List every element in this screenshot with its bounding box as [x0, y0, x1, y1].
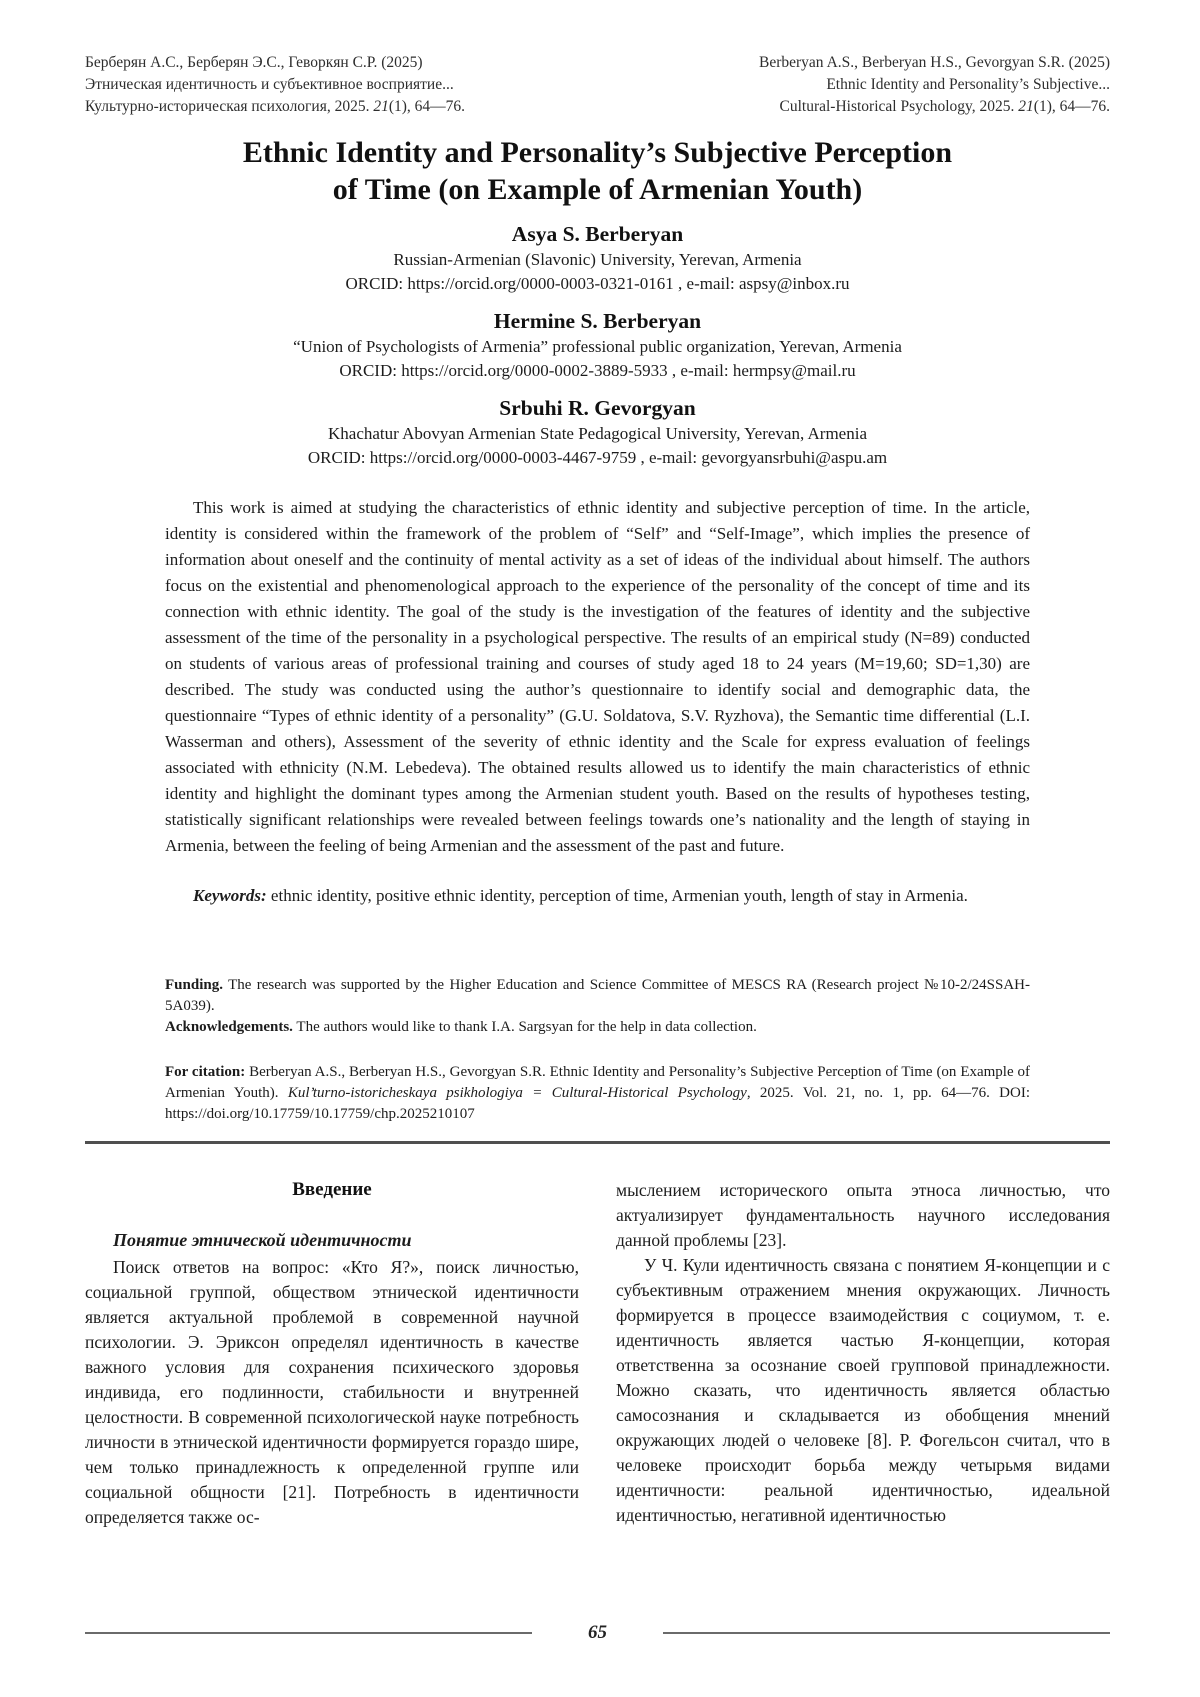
keywords-text: ethnic identity, positive ethnic identity, perception of time, Armenian youth, length of stay in Armenia.: [266, 886, 968, 905]
author-name: Asya S. Berberyan: [511, 222, 684, 246]
for-citation-text2: , 2025. Vol. 21, no. 1, pp. 64—76. DOI: https://doi.org/10.17759/10.17759/chp.2025210107: [165, 1085, 1030, 1122]
footer-rule-right: [663, 1632, 1110, 1634]
funding-label: Funding.: [165, 977, 223, 993]
acknowledgements: [165, 1017, 1030, 1038]
funding-block: [165, 975, 1030, 1038]
intro-right-paragraph-1: мыслением исторического опыта этноса личностью, что актуализирует фундаментальность научного исследования данной проблемы [23].: [616, 1180, 1110, 1250]
issue-pages-ru: (1), 64—76.: [388, 98, 466, 115]
running-head-right: [759, 52, 1110, 118]
running-head-left-line1: Берберян А.С., Берберян Э.С., Геворкян С.Р. (2025): [85, 54, 423, 71]
author-name: Srbuhi R. Gevorgyan: [499, 396, 696, 420]
author-block-1: [85, 221, 1110, 295]
intro-heading: Введение: [292, 1179, 372, 1200]
acknowledgements-text: The authors would like to thank I.A. Sargsyan for the help in data collection.: [292, 1019, 757, 1035]
page-number: 65: [588, 1622, 607, 1643]
author-name: Hermine S. Berberyan: [493, 309, 702, 333]
article-title: [85, 134, 1110, 208]
abstract-text: This work is aimed at studying the characteristics of ethnic identity and subjective perception of time. In the article, identity is considered within the framework of the problem of “Self” and “Self-Image”, which implies the presence of information about oneself and the continuity of mental activity as a set of ideas of the individual about himself. The authors focus on the existential and phenomenological approach to the experience of the personality of the concept of time and its connection with ethnic identity. The goal of the study is the investigation of the features of identity and the subjective assessment of the time of the personality in a psychological perspective. The results of an empirical study (N=89) conducted on students of various areas of professional training and courses of study aged 18 to 24 years (M=19,60; SD=1,30) are described. The study was conducted using the author’s questionnaire to identify social and demographic data, the questionnaire “Types of ethnic identity of a personality” (G.U. Soldatova, S.V. Ryzhova), the Semantic time differential (L.I. Wasserman and others), Assessment of the severity of ethnic identity and the Scale for express evaluation of feelings associated with ethnicity (N.M. Lebedeva). The obtained results allowed us to identify the main characteristics of ethnic identity and highlight the dominant types among the Armenian student youth. Based on the results of hypotheses testing, statistically significant relationships were revealed between feelings towards one’s nationality and the length of staying in Armenia, between the feeling of being Armenian and the assessment of the past and future.: [165, 498, 1030, 855]
footer-rule-left: [85, 1632, 532, 1634]
intro-columns: [85, 1178, 1110, 1530]
funding: [165, 975, 1030, 1017]
page-footer: [85, 1622, 1110, 1644]
author-orcid-email: ORCID: https://orcid.org/0000-0003-4467-9759 , e-mail: gevorgyansrbuhi@aspu.am: [307, 447, 888, 467]
issue-pages-en: (1), 64—76.: [1033, 98, 1110, 115]
right-column: [616, 1178, 1110, 1530]
running-head-left: [85, 52, 465, 118]
author-affiliation: “Union of Psychologists of Armenia” professional public organization, Yerevan, Armenia: [293, 337, 902, 356]
for-citation-label: For citation:: [165, 1064, 246, 1080]
running-head-right-line3: [759, 96, 1110, 118]
for-citation-text1: Berberyan A.S., Berberyan H.S., Gevorgyan S.R. Ethnic Identity and Personality’s Subjective Perception of Time (on Example of Armenian Youth).: [165, 1064, 1031, 1101]
volume-number: 21: [373, 98, 389, 115]
abstract: [165, 495, 1030, 859]
author-orcid-email: ORCID: https://orcid.org/0000-0002-3889-5933 , e-mail: hermpsy@mail.ru: [339, 360, 856, 380]
intro-right-paragraph-2: У Ч. Кули идентичность связана с понятием Я-концепции и с субъективным отражением мнения окружающих. Личность формируется в процессе взаимодействия с социумом, т. е. идентичность является частью Я-концепции, которая ответственна за осознание своей групповой принадлежности. Можно сказать, что идентичность является областью самосознания и складывается из обобщения мнений окружающих людей о человеке [8]. Р. Фогельсон считал, что в человеке происходит борьба между четырьмя видами идентичности: реальной идентичностью, идеальной идентичностью, негативной идентичностью: [616, 1255, 1110, 1525]
keywords: [165, 883, 1030, 909]
author-block-2: [85, 308, 1110, 382]
article-title-line1: Ethnic Identity and Personality’s Subjective Perception: [242, 136, 953, 169]
author-block-3: [85, 395, 1110, 469]
section-divider: [85, 1141, 1110, 1144]
page: [85, 0, 1110, 1530]
running-head-right-line2: Ethnic Identity and Personality’s Subjective...: [826, 76, 1110, 93]
for-citation: [165, 1062, 1030, 1125]
intro-left-paragraph: Поиск ответов на вопрос: «Кто Я?», поиск личностью, социальной группой, обществом этнической идентичности является актуальной проблемой в современной научной психологии. Э. Эриксон определял идентичность в качестве важного условия для сохранения психического здоровья индивида, его подлинности, стабильности и внутренней целостности. В современной психологической науке потребность личности в этнической идентичности формируется гораздо шире, чем только принадлежность к определенной группе или социальной общности [21]. Потребность в идентичности определяется также ос-: [85, 1257, 579, 1527]
funding-text: The research was supported by the Higher Education and Science Committee of MESCS RA (Research project №10-2/24SSAH-5A039).: [165, 977, 1030, 1014]
journal-ru: Культурно-историческая психология, 2025.: [85, 98, 374, 115]
journal-en: Cultural-Historical Psychology, 2025.: [779, 98, 1019, 115]
author-orcid-email: ORCID: https://orcid.org/0000-0003-0321-0161 , e-mail: aspsy@inbox.ru: [345, 273, 850, 293]
author-affiliation: Khachatur Abovyan Armenian State Pedagogical University, Yerevan, Armenia: [328, 424, 867, 443]
running-head-left-line2: Этническая идентичность и субъективное восприятие...: [85, 76, 454, 93]
left-column: [85, 1178, 579, 1530]
article-title-line2: of Time (on Example of Armenian Youth): [332, 173, 863, 206]
acknowledgements-label: Acknowledgements.: [165, 1019, 293, 1035]
keywords-label: Keywords:: [193, 886, 267, 905]
running-head: [85, 0, 1110, 118]
author-affiliation: Russian-Armenian (Slavonic) University, Yerevan, Armenia: [393, 250, 802, 269]
for-citation-journal: Kul’turno-istoricheskaya psikhologiya = Cultural-Historical Psychology: [287, 1085, 747, 1101]
running-head-left-line3: [85, 96, 465, 118]
intro-subheading: Понятие этнической идентичности: [113, 1230, 412, 1250]
running-head-right-line1: Berberyan A.S., Berberyan H.S., Gevorgyan S.R. (2025): [759, 54, 1110, 71]
volume-number-en: 21: [1018, 98, 1034, 115]
